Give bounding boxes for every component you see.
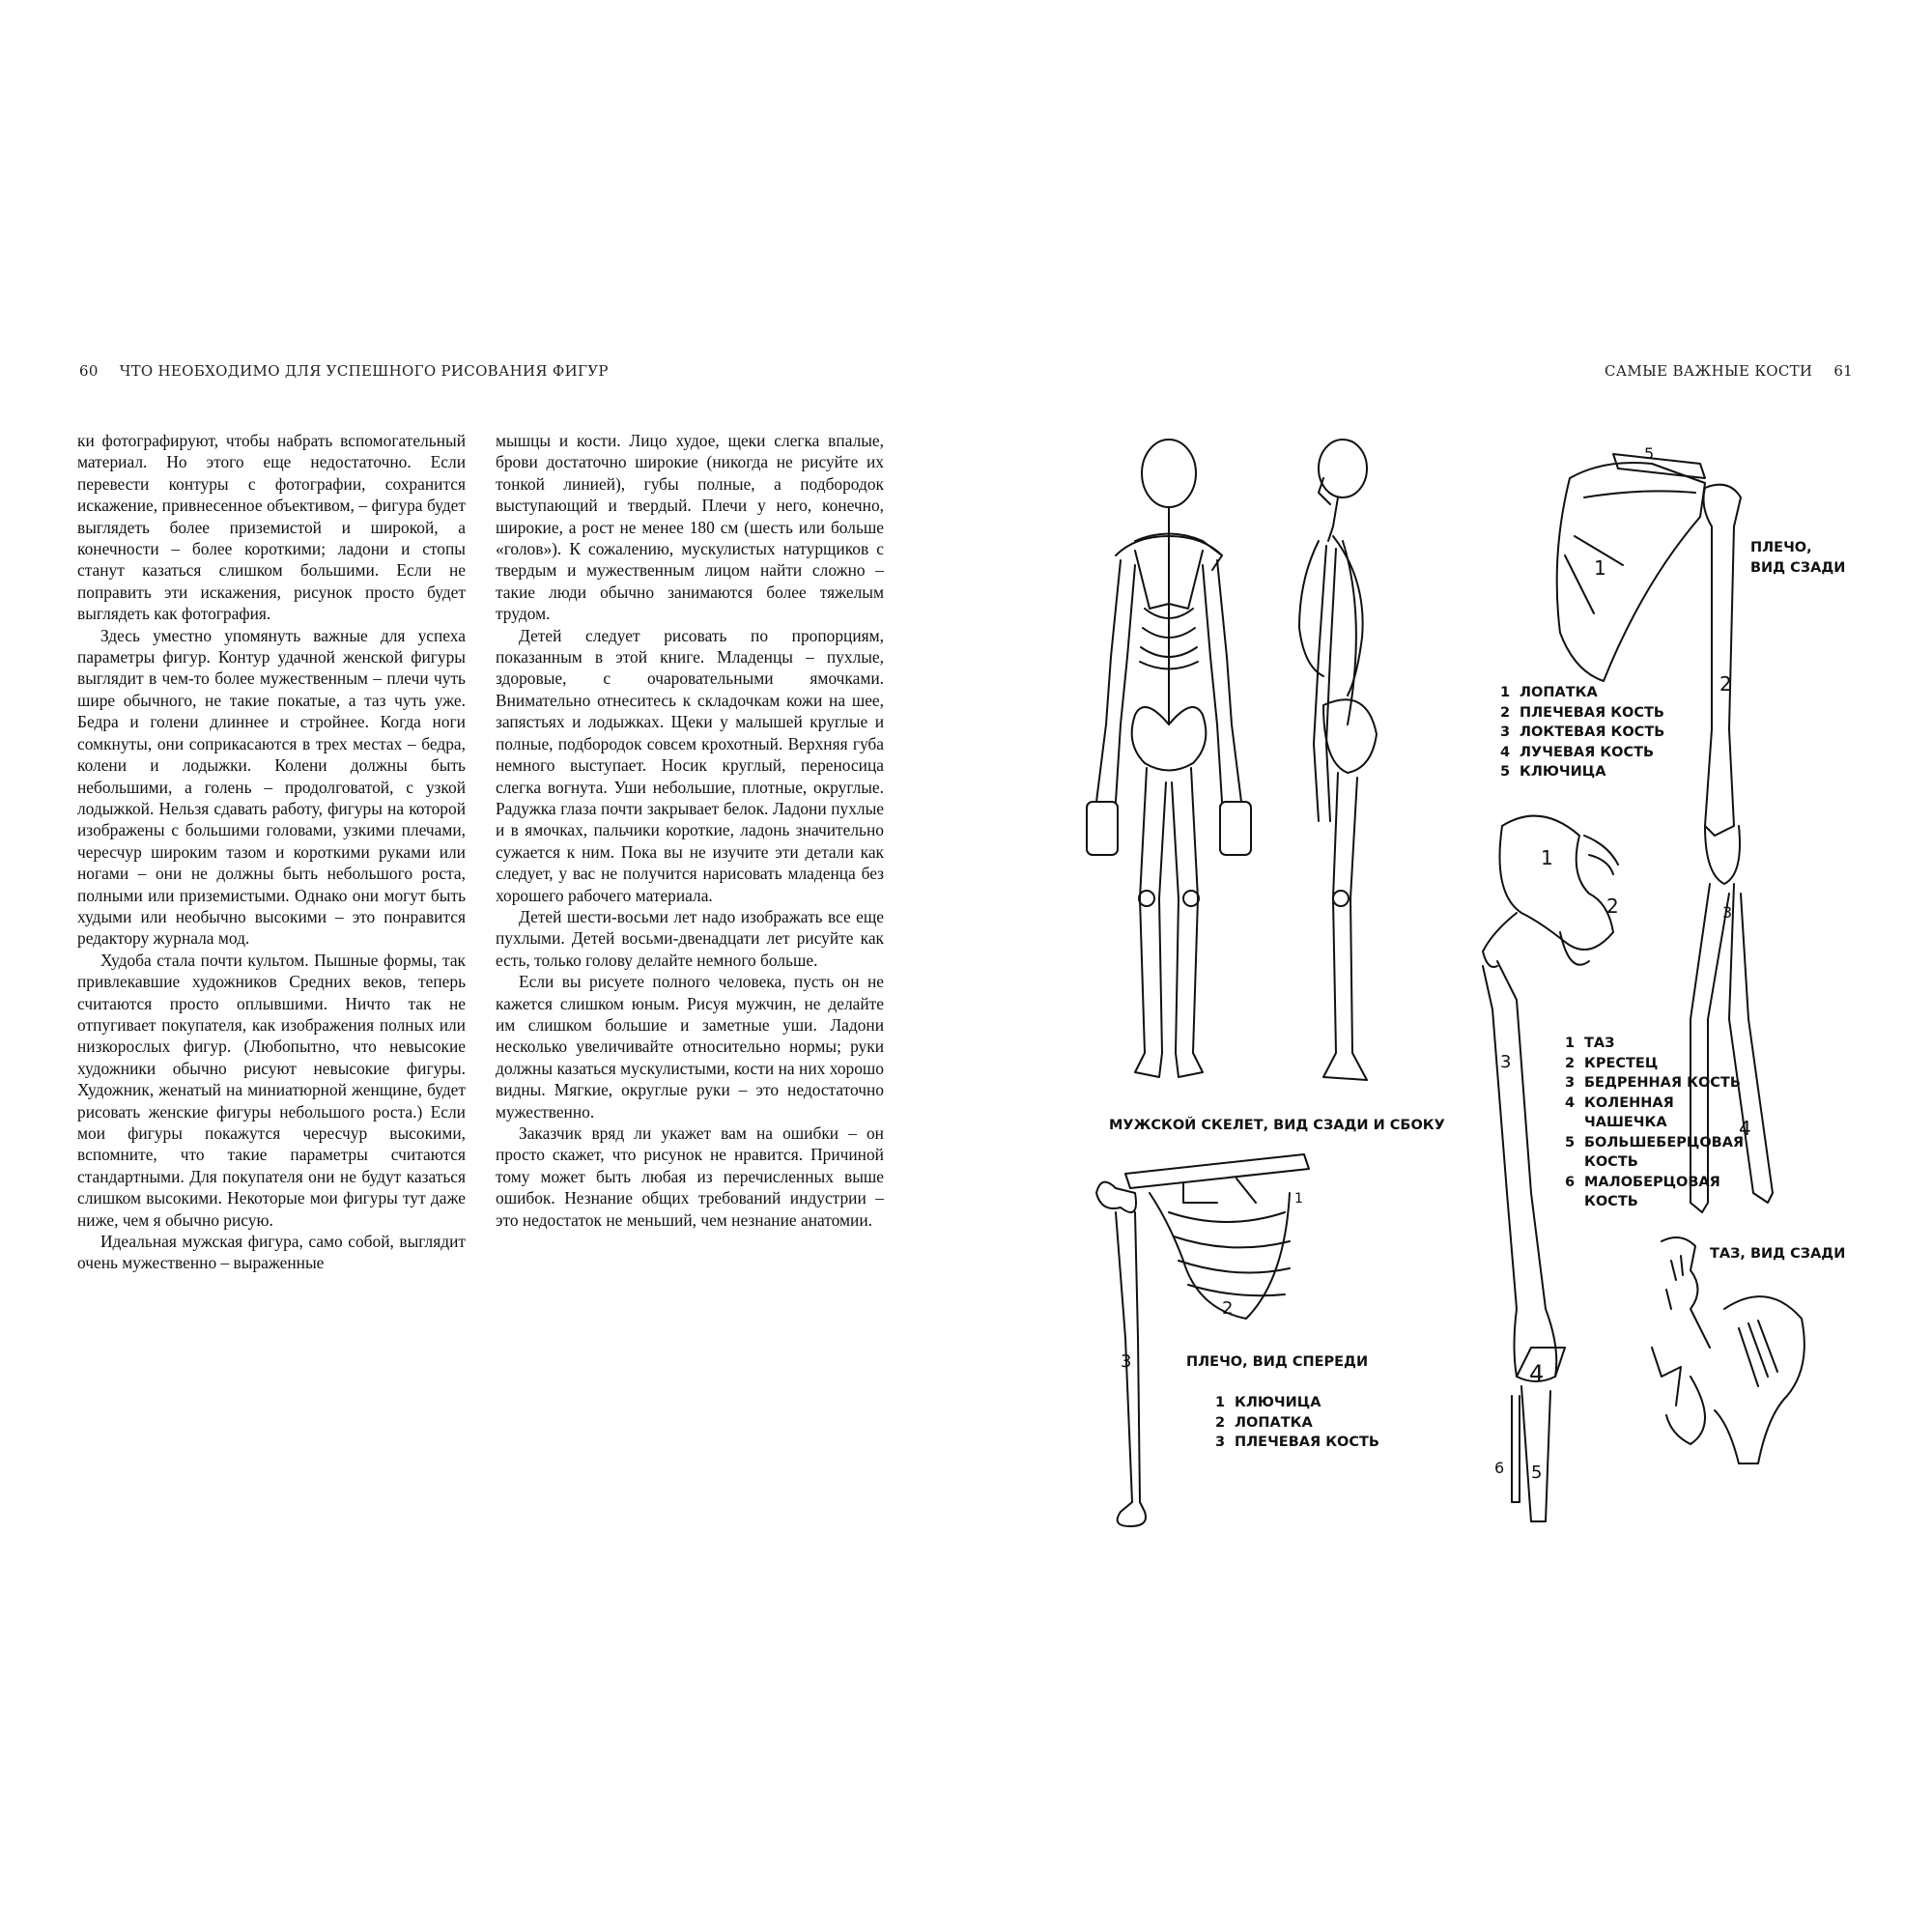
shoulder-back-mark-5: 5 — [1644, 444, 1655, 463]
shoulder-back-caption — [1750, 538, 1845, 578]
text-column-2 — [496, 430, 884, 1231]
pelvis-mark-3: 3 — [1500, 1052, 1512, 1072]
shoulder-back-legend — [1500, 683, 1664, 782]
paragraph: Детей шести-восьми лет надо изображать все еще пухлыми. Детей восьми-двенадцати лет рисуйте как есть, только голову делайте немного больше. — [496, 906, 884, 970]
shoulder-front-caption: ПЛЕЧО, ВИД СПЕРЕДИ — [1186, 1354, 1369, 1370]
pelvis-back-caption: ТАЗ, ВИД СЗАДИ — [1710, 1246, 1846, 1262]
paragraph: Если вы рисуете полного человека, пусть он не кажется слишком юным. Рисуя мужчин, не делайте им слишком большие и заметные уши. Ладони несколько увеличивайте относительно нормы; руки должны казаться мускулистыми, кости на них хорошо видны. Мягкие, округлые руки – это недостаточно мужественно. — [496, 972, 884, 1122]
paragraph: Худоба стала почти культом. Пышные формы, так привлекавшие художников Средних веков, теперь считаются просто оплывшими. Ничто так не отпугивает покупателя, как изображения полных или низкорослых фигур. (Любопытно, что невысокие художники обычно рисуют невысокие фигуры. Художник, женатый на миниатюрной женщине, будет рисовать женские фигуры небольшого роста.) Если мои фигуры покажутся чересчур высокими, вспомните, что такие параметры считаются стандартными. Для покупателя они не будут казаться слишком высокими. Некоторые мои фигуры тут даже ниже, чем я обычно рисую. — [77, 950, 466, 1230]
left-page-number: 60 — [79, 362, 99, 380]
legend-item: 1 ЛОПАТКА — [1500, 685, 1598, 700]
legend-item: 6 МАЛОБЕРЦОВАЯ — [1565, 1174, 1720, 1190]
shoulder-back-mark-4: 4 — [1739, 1117, 1751, 1140]
legend-item: КОСТЬ — [1584, 1194, 1638, 1209]
right-running-head — [1605, 362, 1853, 380]
legend-item: 2 ЛОПАТКА — [1215, 1414, 1313, 1431]
right-running-title: САМЫЕ ВАЖНЫЕ КОСТИ — [1604, 362, 1813, 380]
pelvis-mark-1: 1 — [1541, 846, 1553, 869]
legend-item: 5 КЛЮЧИЦА — [1500, 764, 1606, 780]
legend-item: ЧАШЕЧКА — [1584, 1115, 1667, 1130]
legend-item: 4 ЛУЧЕВАЯ КОСТЬ — [1500, 744, 1655, 760]
text-column-1 — [77, 430, 466, 1274]
left-running-title: ЧТО НЕОБХОДИМО ДЛЯ УСПЕШНОГО РИСОВАНИЯ ФИГУР — [119, 362, 609, 380]
pelvis-mark-4: 4 — [1529, 1360, 1545, 1387]
skeleton-caption: МУЖСКОЙ СКЕЛЕТ, ВИД СЗАДИ И СБОКУ — [1109, 1118, 1445, 1133]
pelvis-mark-5: 5 — [1531, 1463, 1543, 1483]
paragraph: Идеальная мужская фигура, само собой, выглядит очень мужественно – выраженные — [77, 1232, 466, 1273]
shoulder-back-caption-line2: ВИД СЗАДИ — [1750, 559, 1846, 576]
legend-item: 1 КЛЮЧИЦА — [1215, 1395, 1321, 1410]
pelvis-mark-2: 2 — [1606, 895, 1619, 918]
pelvis-mark-6: 6 — [1494, 1459, 1505, 1477]
right-page-number: 61 — [1833, 362, 1853, 380]
paragraph: Заказчик вряд ли укажет вам на ошибки – он просто скажет, что рисунок не нравится. Причиной тому может быть любая из перечисленных выше ошибок. Незнание общих требований индустрии – это недостаток не меньший, чем незнание анатомии. — [496, 1123, 884, 1230]
shoulder-front-mark-3: 3 — [1121, 1351, 1132, 1372]
legend-item: 2 ПЛЕЧЕВАЯ КОСТЬ — [1500, 704, 1664, 721]
legend-item: 3 ЛОКТЕВАЯ КОСТЬ — [1500, 724, 1665, 740]
shoulder-back-caption-line1: ПЛЕЧО, — [1750, 540, 1812, 555]
legend-item: КОСТЬ — [1584, 1154, 1638, 1170]
shoulder-front-legend — [1215, 1393, 1379, 1453]
skeleton-illustration — [1077, 435, 1415, 1111]
shoulder-front-illustration — [1092, 1145, 1333, 1536]
paragraph: Детей следует рисовать по пропорциям, показанным в этой книге. Младенцы – пухлые, здоровые, с очаровательными ямочками. Внимательно отнеситесь к складочкам кожи на шее, запястьях и лодыжках. Щеки у малышей круглые и полные, подбородок совсем крохотный. Верхняя губа немного выступает. Носик круглый, переносица слегка вогнута. Уши небольшие, плотные, округлые. Радужка глаза почти закрывает белок. Ладони пухлые и в ямочках, пальчики короткие, ладонь значительно сужается к ним. Пока вы не изучите эти детали как следует, у вас не получится нарисовать младенца без хорошего рабочего материала. — [496, 625, 884, 905]
legend-item: 1 ТАЗ — [1565, 1036, 1615, 1051]
legend-item: 3 БЕДРЕННАЯ КОСТЬ — [1565, 1075, 1741, 1091]
shoulder-back-mark-2: 2 — [1719, 672, 1732, 696]
pelvis-leg-legend — [1565, 1034, 1744, 1212]
paragraph: Здесь уместно упомянуть важные для успеха параметры фигур. Контур удачной женской фигуры выглядит в чем-то более мужественным – плечи чуть шире обычного, не такие покатые, а таз чуть уже. Бедра и голени длиннее и стройнее. Когда ноги сомкнуты, они соприкасаются в трех местах – бедра, колени и лодыжки. Колени должны быть небольшими, а голень – продолговатой, с узкой лодыжкой. Нельзя сдавать работу, фигуры на которой изображены с большими головами, узкими плечами, чересчур широким тазом и короткими руками или ногами – они не должны быть небольшого роста, полными или приземистыми. Однако они могут быть худыми или необычно высокими – это понравится редактору журнала мод. — [77, 625, 466, 949]
shoulder-front-mark-2: 2 — [1222, 1298, 1234, 1319]
skeleton-side-view — [1299, 440, 1377, 1080]
paragraph: мышцы и кости. Лицо худое, щеки слегка впалые, брови достаточно широкие (никогда не рисуйте их тонкой линией), губы полные, а подбородок выступающий и твердый. Плечи у него, конечно, широкие, а рост не менее 180 см (шесть или больше «голов»). К сожалению, мускулистых натурщиков с твердым и мужественным лицом найти сложно – такие люди обычно занимаются более тяжелым трудом. — [496, 431, 884, 624]
legend-item: 5 БОЛЬШЕБЕРЦОВАЯ — [1565, 1134, 1745, 1151]
pelvis-back-illustration — [1633, 1232, 1826, 1483]
paragraph: ки фотографируют, чтобы набрать вспомогательный материал. Но этого еще недостаточно. Если перевести контуры с фотографии, сохранится искажение, привнесенное объективом, – фигура будет выглядеть более приземистой и широкой, а конечности – более короткими; ладони и стопы станут казаться слишком большими. Если не поправить эти искажения, рисунок просто будет выглядеть как фотография. — [77, 431, 466, 624]
shoulder-front-mark-1: 1 — [1294, 1191, 1303, 1207]
left-running-head — [79, 362, 609, 380]
shoulder-back-mark-3: 3 — [1722, 903, 1733, 922]
legend-item: 3 ПЛЕЧЕВАЯ КОСТЬ — [1215, 1435, 1379, 1450]
shoulder-back-mark-1: 1 — [1594, 556, 1606, 580]
legend-item: 4 КОЛЕННАЯ — [1565, 1094, 1674, 1111]
legend-item: 2 КРЕСТЕЦ — [1565, 1055, 1659, 1071]
skeleton-back-view — [1087, 440, 1251, 1077]
